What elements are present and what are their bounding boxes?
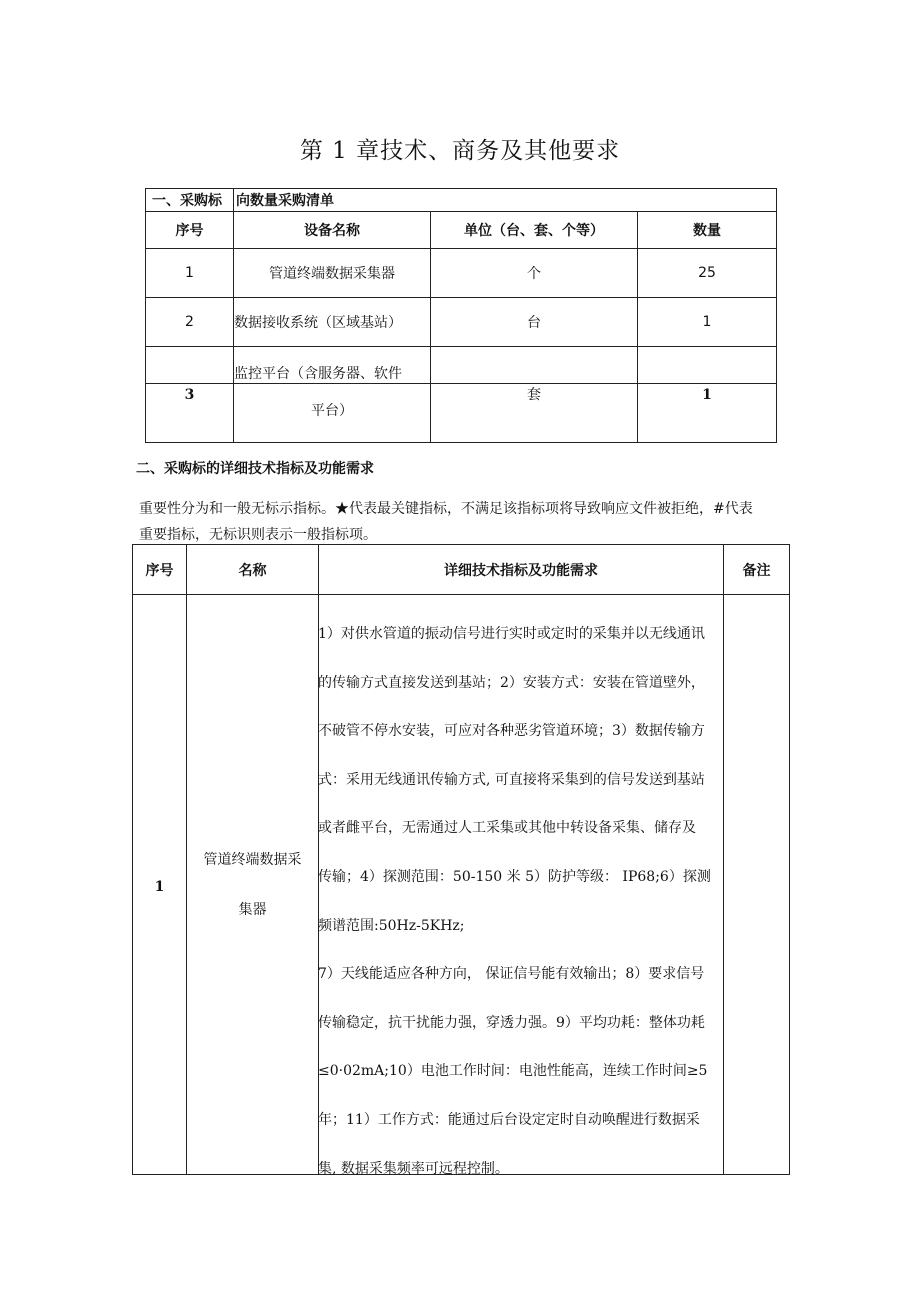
- detail-line: 传输；4）探测范围：50-150 米 5）防护等级： IP68;6）探测: [318, 868, 711, 885]
- note-line-1: 重要性分为和一般无标示指标。★代表最关键指标，不满足该指标项将导致响应文件被拒绝，#代表: [139, 501, 753, 517]
- detail-line: 年；11）工作方式：能通过后台设定定时自动唤醒进行数据采: [318, 1111, 700, 1128]
- spec-row1-no: 1: [154, 879, 165, 895]
- section-title-part-b: 向数量采购清单: [236, 193, 334, 209]
- spec-header-name: 名称: [238, 562, 267, 579]
- row2-qty: 1: [702, 313, 712, 330]
- row3-no: 3: [184, 387, 195, 403]
- spec-detail-text: [318, 610, 720, 1193]
- row2-name: 数据接收系统（区域基站）: [234, 314, 402, 331]
- row1-name: 管道终端数据采集器: [269, 265, 395, 282]
- spec-row1-name-line2: 集器: [238, 902, 267, 918]
- spec-row1-remark: [724, 595, 789, 619]
- row3-name-line1: 监控平台（含服务器、软件: [234, 366, 402, 382]
- spec-row1-name-line1: 管道终端数据采: [203, 852, 302, 868]
- page-title: 第 1 章技术、商务及其他要求: [299, 138, 621, 164]
- row1-unit: 个: [527, 265, 541, 282]
- procurement-list-table: [145, 188, 777, 443]
- header-unit: 单位（台、套、个等）: [464, 222, 604, 239]
- importance-note: [139, 496, 779, 548]
- detail-line: 或者雌平台，无需通过人工采集或其他中转设备采集、储存及: [318, 820, 696, 837]
- row3-qty: 1: [702, 387, 712, 403]
- section-title-part-a: 一、采购标: [152, 193, 222, 209]
- detail-line: ≤0·02mA;10）电池工作时间：电池性能高，连续工作时间≥5: [318, 1063, 708, 1080]
- detail-line: 1）对供水管道的振动信号进行实时或定时的采集并以无线通讯: [318, 626, 705, 642]
- header-no: 序号: [175, 222, 204, 239]
- row2-unit: 台: [527, 314, 541, 331]
- spec-header-no: 序号: [145, 562, 174, 579]
- detail-line: 的传输方式直接发送到基站；2）安装方式：安装在管道壁外，: [318, 674, 705, 691]
- detail-line: 式：采用无线通讯传输方式, 可直接将采集到的信号发送到基站: [318, 771, 705, 788]
- detail-line: 传输稳定，抗干扰能力强，穿透力强。9）平均功耗：整体功耗: [318, 1014, 705, 1031]
- row3-unit: 套: [527, 387, 541, 403]
- detail-line: 7）天线能适应各种方向， 保证信号能有效输出；8）要求信号: [318, 966, 705, 983]
- row2-no: 2: [185, 313, 194, 330]
- detail-line: 频谱范围:50Hz-5KHz;: [318, 917, 465, 934]
- header-device-name: 设备名称: [304, 222, 360, 239]
- section-2-title: 二、采购标的详细技术指标及功能需求: [136, 461, 374, 477]
- row1-no: 1: [185, 264, 194, 281]
- detail-line: 不破管不停水安装，可应对各种恶劣管道环境；3）数据传输方: [318, 723, 705, 740]
- header-quantity: 数量: [693, 222, 721, 239]
- note-line-2: 重要指标，无标识则表示一般指标项。: [139, 527, 377, 543]
- detail-line: 集, 数据采集频率可远程控制。: [318, 1160, 509, 1177]
- row1-qty: 25: [698, 264, 716, 281]
- spec-header-remark: 备注: [742, 562, 771, 579]
- spec-header-detail: 详细技术指标及功能需求: [444, 562, 598, 579]
- row3-name-line2: 平台）: [311, 403, 353, 419]
